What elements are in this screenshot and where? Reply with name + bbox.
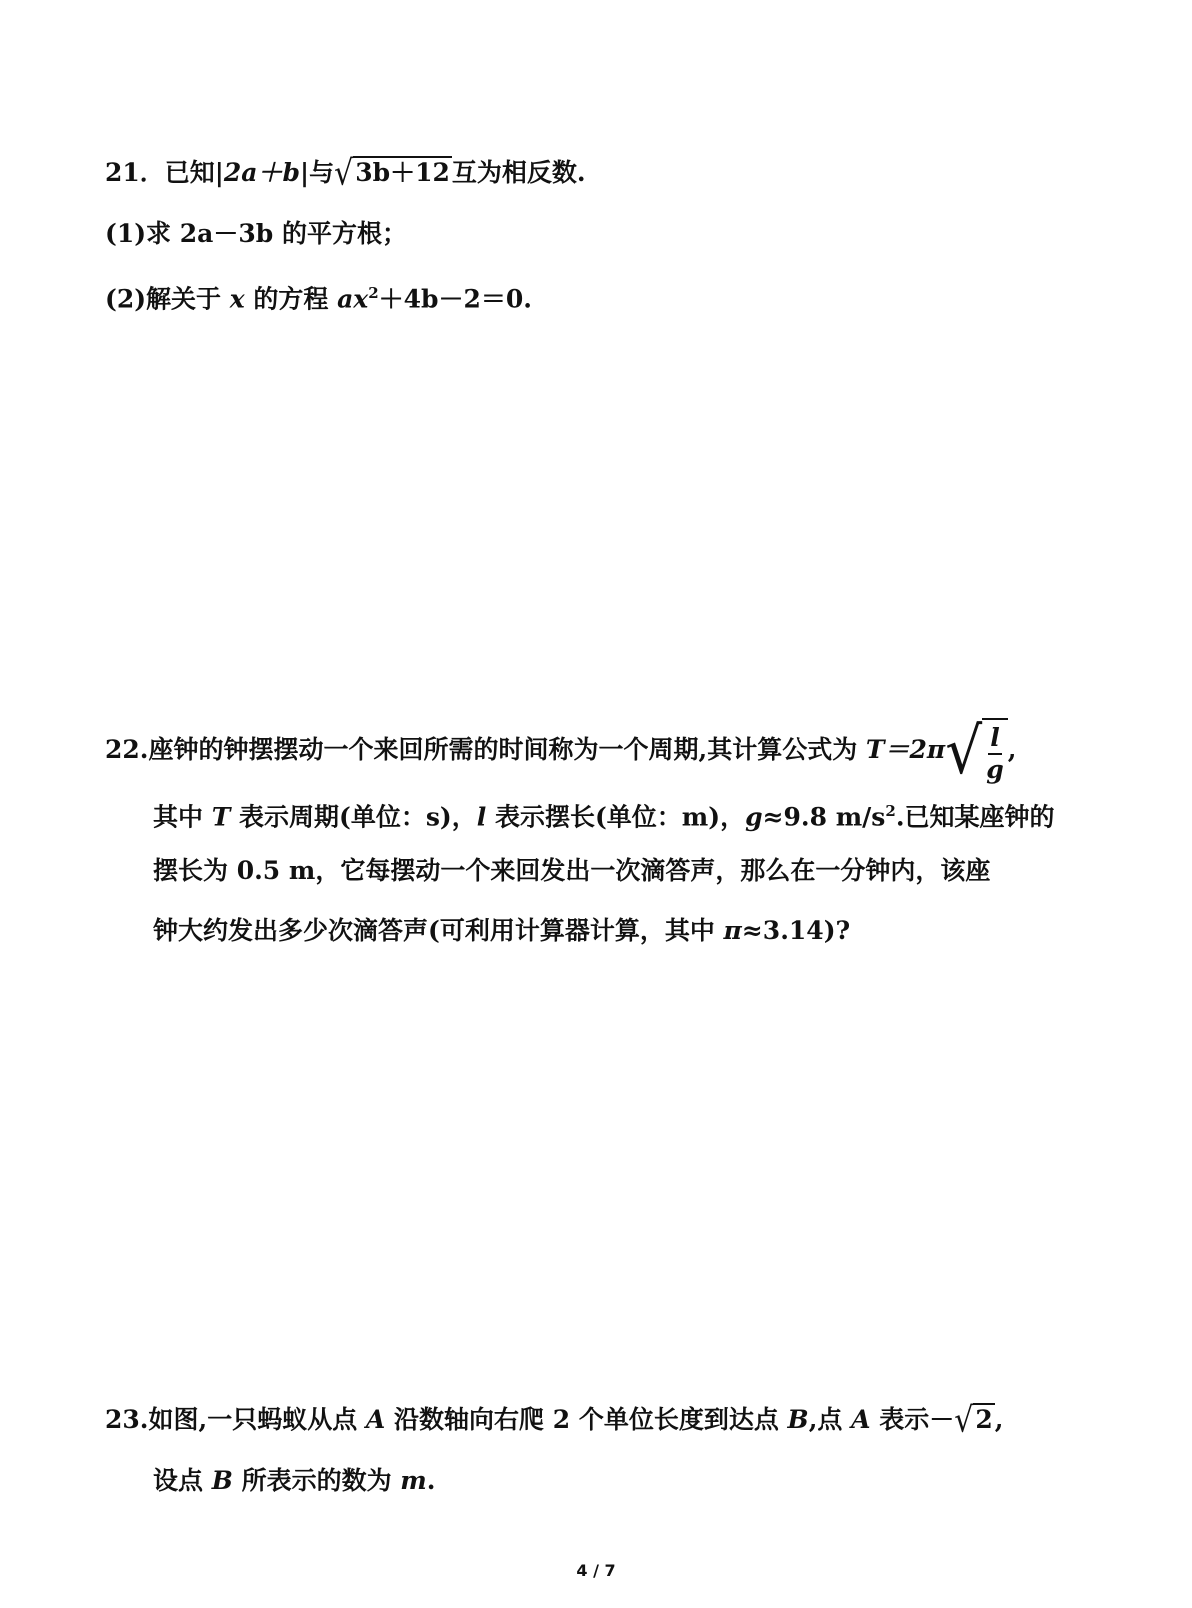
math-var: m [400,1466,427,1495]
sqrt-sign: √ [954,1400,974,1441]
text: 其中 [153,802,212,832]
text: 的方程 [244,284,338,314]
q22-line4 [153,911,850,951]
text: 如图,一只蚂蚁从点 [148,1405,366,1434]
math-expr: 2a＋b [223,158,300,187]
text: (2)解关于 [105,284,230,314]
q22-line3 [153,851,990,891]
text: 所表示的数为 [232,1466,401,1495]
math-var: T [211,802,231,832]
radicand: 3b＋12 [355,158,450,187]
superscript: 2 [885,802,896,820]
q21-part1 [105,214,407,254]
q22-stem [105,713,1017,789]
q21-stem [105,153,586,194]
sqrt-sign: √ [945,713,983,789]
fraction [986,723,1003,785]
radicand: 2 [975,1405,993,1434]
math-expr: 2a－3b [179,219,274,248]
text: . [426,1466,436,1495]
q23-stem [105,1400,1003,1441]
superscript: 2 [368,284,379,302]
text: 座钟的钟摆摆动一个来回所需的时间称为一个周期,其计算公式为 [148,734,866,764]
page-number: 4 / 7 [576,1561,616,1580]
text: |与 [299,158,335,187]
text: 已知| [164,158,224,187]
math-var: B [211,1466,233,1495]
math-var: ax [337,284,369,314]
text: ≈9.8 m/s [762,802,886,832]
question-number: 21． [105,158,165,187]
text: , [1007,734,1017,764]
text: 设点 [153,1466,212,1495]
sqrt-bar [982,718,1007,785]
denominator: g [986,754,1004,784]
text: 互为相反数. [451,158,586,187]
math-var: g [745,802,763,832]
q21-part2 [105,273,532,319]
text: ≈3.14)? [741,916,851,945]
text: 表示周期(单位：s)， [230,802,477,832]
text: 摆长为 0.5 m，它每摆动一个来回发出一次滴答声，那么在一分钟内，该座 [153,856,991,885]
text: (1)求 [105,219,180,248]
math-expr: T＝2π [865,734,946,764]
text: 钟大约发出多少次滴答声(可利用计算器计算，其中 [153,916,724,945]
math-var: x [229,284,245,314]
sqrt-fraction [945,713,1007,789]
text: , [994,1405,1004,1434]
text: 的平方根； [273,219,407,248]
text: 表示－ [870,1405,955,1434]
q22-line2 [153,791,1055,837]
math-var: A [365,1405,386,1434]
question-number: 22. [105,734,149,764]
sqrt-sign: √ [334,153,354,194]
text: ,点 [808,1405,852,1434]
math-var: l [476,802,487,832]
text: 表示摆长(单位：m)， [486,802,746,832]
math-var: A [851,1405,871,1434]
q23-line2 [153,1461,435,1501]
math-var: π [723,916,742,945]
math-var: B [787,1405,809,1434]
text: ＋4b－2＝0. [378,284,533,314]
numerator: l [988,723,1002,755]
question-number: 23. [105,1405,149,1434]
text: .已知某座钟的 [895,802,1055,832]
text: 沿数轴向右爬 2 个单位长度到达点 [385,1405,788,1434]
